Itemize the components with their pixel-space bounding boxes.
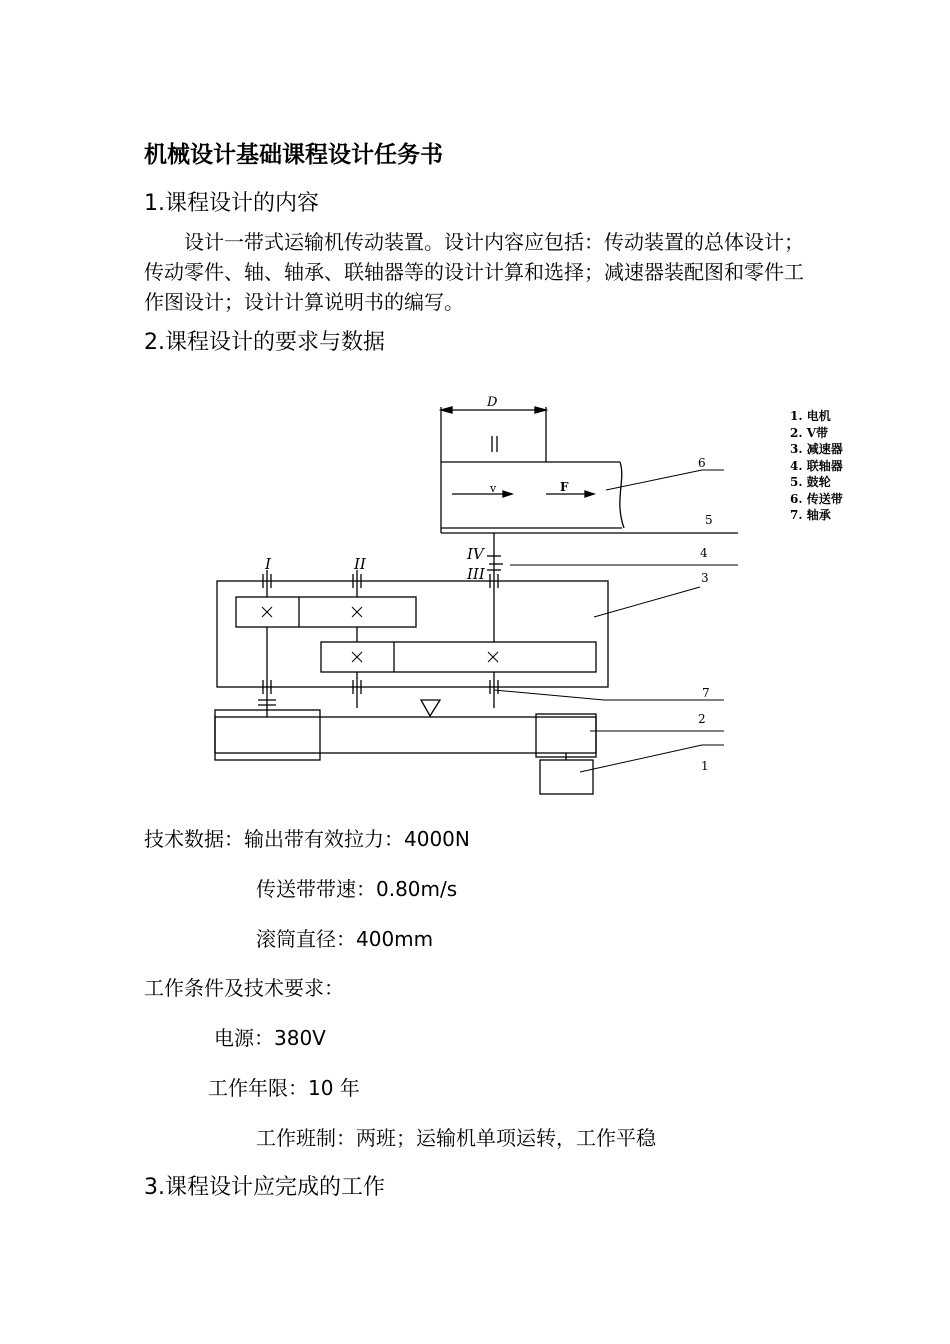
shaft-label-iv: IV — [467, 545, 484, 563]
document-title: 机械设计基础课程设计任务书 — [144, 142, 443, 168]
velocity-label: v — [490, 482, 497, 495]
section1-heading: 1.课程设计的内容 — [144, 191, 319, 216]
conditions-life: 工作年限：10 年 — [208, 1076, 360, 1100]
legend-item: 6. 传送带 — [790, 491, 843, 506]
callout-2: 2 — [698, 712, 706, 726]
legend-item: 7. 轴承 — [790, 508, 831, 522]
diameter-label: D — [487, 395, 498, 410]
tech-data-line-1: 技术数据：输出带有效拉力：4000N — [144, 827, 470, 851]
legend-item: 5. 鼓轮 — [790, 475, 831, 489]
callout-4: 4 — [700, 546, 708, 560]
section2-heading: 2.课程设计的要求与数据 — [144, 330, 385, 355]
legend-item: 4. 联轴器 — [790, 458, 843, 473]
section1-paragraph: 设计一带式运输机传动装置。设计内容应包括：传动装置的总体设计；传动零件、轴、轴承、联轴器等的设计计算和选择；减速器装配图和零件工作图设计；设计计算说明书的编写。 — [144, 230, 804, 314]
force-label: F — [560, 480, 569, 494]
callout-7: 7 — [702, 686, 710, 700]
conditions-heading: 工作条件及技术要求： — [144, 976, 344, 1000]
tech-data-line-3: 滚筒直径：400mm — [256, 927, 434, 951]
shaft-label-ii: II — [354, 555, 366, 573]
diagram-legend — [790, 408, 843, 524]
tech-data-line-2: 传送带带速：0.80m/s — [256, 877, 458, 901]
shaft-label-i: I — [265, 555, 271, 573]
callout-6: 6 — [698, 456, 706, 470]
callout-5: 5 — [705, 513, 713, 527]
conditions-power: 电源：380V — [214, 1026, 326, 1050]
shaft-label-iii: III — [467, 565, 485, 583]
v-belt — [215, 717, 596, 753]
legend-item: 2. V带 — [790, 425, 829, 440]
drum-conveyor — [441, 407, 738, 533]
callout-1: 1 — [701, 759, 709, 773]
callout-3: 3 — [701, 571, 709, 585]
section3-heading: 3.课程设计应完成的工作 — [144, 1175, 385, 1200]
motor — [540, 760, 593, 794]
legend-item: 1. 电机 — [790, 409, 831, 423]
conditions-shift: 工作班制：两班；运输机单项运转，工作平稳 — [256, 1126, 656, 1150]
legend-item: 3. 减速器 — [790, 442, 843, 456]
